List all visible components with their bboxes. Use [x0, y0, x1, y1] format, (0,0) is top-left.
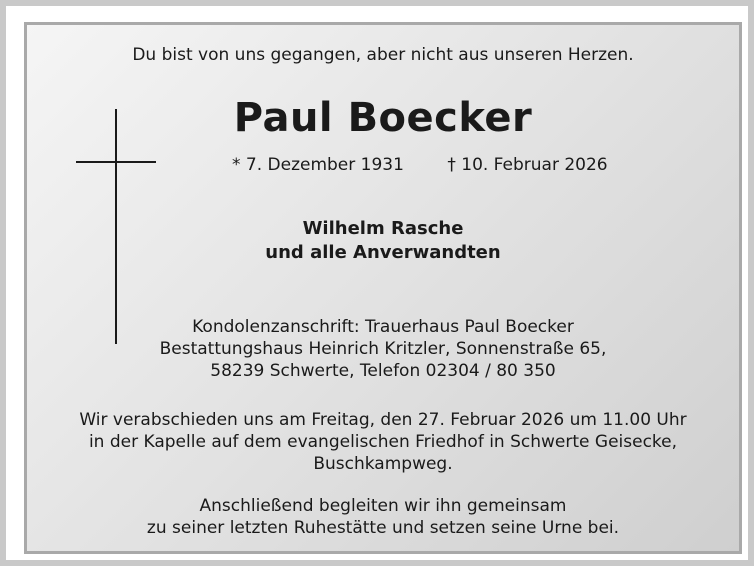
page-frame — [6, 6, 748, 560]
mourner-relatives: und alle Anverwandten — [265, 242, 501, 263]
closing-line: zu seiner letzten Ruhestätte und setzen seine Urne bei. — [146, 518, 620, 538]
life-dates — [232, 155, 608, 175]
mourner-name: Wilhelm Rasche — [302, 218, 464, 239]
address-line: Bestattungshaus Heinrich Kritzler, Sonnenstraße 65, — [159, 339, 607, 359]
deceased-name: Paul Boecker — [233, 95, 533, 141]
address-line: 58239 Schwerte, Telefon 02304 / 80 350 — [210, 361, 556, 381]
mourners — [27, 217, 739, 265]
condolence-address — [27, 316, 739, 382]
closing-text — [27, 495, 739, 539]
service-line: Wir verabschieden uns am Freitag, den 27. Februar 2026 um 11.00 Uhr — [79, 410, 687, 430]
service-info — [27, 409, 739, 475]
obituary-notice — [24, 22, 742, 554]
death-date: † 10. Februar 2026 — [447, 155, 608, 175]
service-line: in der Kapelle auf dem evangelischen Friedhof in Schwerte Geisecke, — [88, 432, 678, 452]
birth-date: * 7. Dezember 1931 — [232, 155, 404, 175]
cross-horizontal-bar — [76, 161, 156, 163]
motto: Du bist von uns gegangen, aber nicht aus unseren Herzen. — [132, 45, 634, 65]
address-line: Kondolenzanschrift: Trauerhaus Paul Boecker — [192, 317, 574, 337]
closing-line: Anschließend begleiten wir ihn gemeinsam — [199, 496, 567, 516]
service-line: Buschkampweg. — [313, 454, 453, 474]
